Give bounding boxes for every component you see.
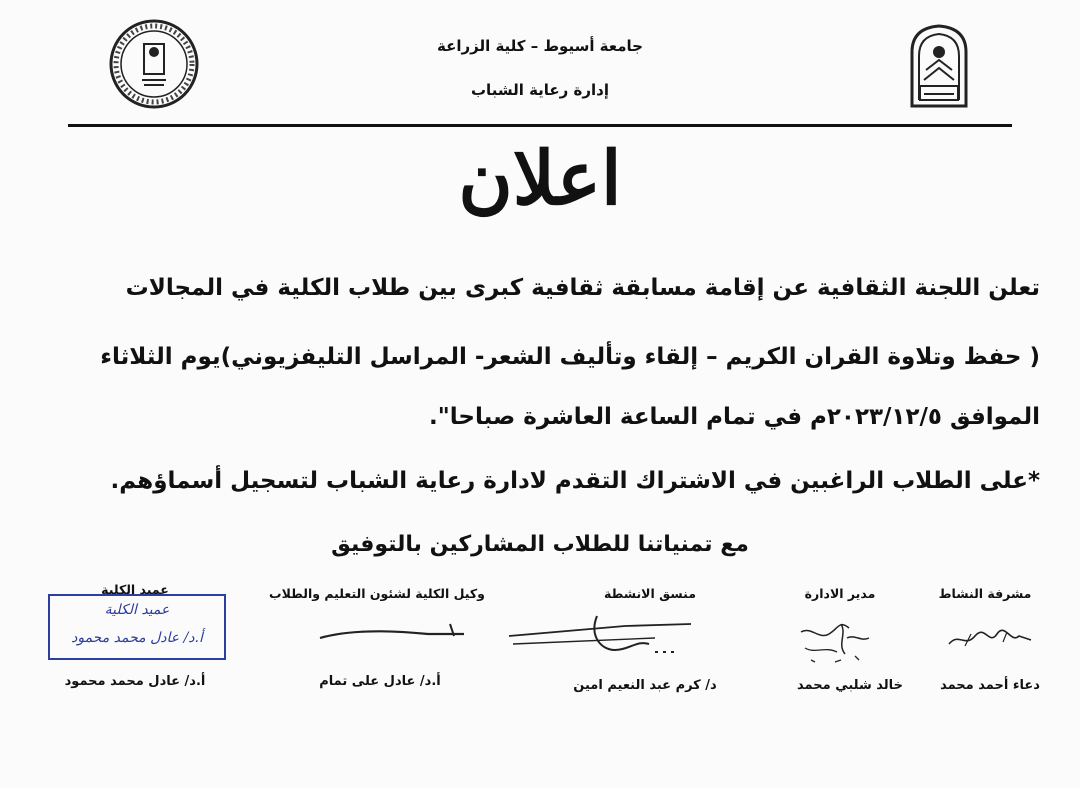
sig-name-admin-director: خالد شلبي محمد — [797, 678, 903, 693]
header-divider — [68, 124, 1012, 127]
sig-title-admin-director: مدير الادارة — [804, 586, 876, 601]
dean-stamp — [48, 594, 226, 660]
sig-title-dean: عميد الكلية — [101, 582, 169, 597]
sig-title-vice-dean: وكيل الكلية لشئون التعليم والطلاب — [269, 586, 485, 601]
signature-vice-dean — [318, 622, 468, 652]
body-line-3: الموافق ٢٠٢٣/١٢/٥م في تمام الساعة العاشرة صباحا". — [429, 404, 1040, 430]
sig-name-dean: أ.د/ عادل محمد محمود — [64, 674, 206, 689]
sig-title-activities-coordinator: منسق الانشطة — [604, 586, 696, 601]
closing-text: مع تمنياتنا للطلاب المشاركين بالتوفيق — [331, 532, 749, 557]
sig-name-activity-supervisor: دعاء أحمد محمد — [940, 678, 1040, 693]
sig-name-vice-dean: أ.د/ عادل على تمام — [319, 674, 441, 689]
sig-name-activities-coordinator: د/ كرم عبد النعيم امين — [573, 678, 717, 693]
signature-activity-supervisor — [945, 622, 1035, 656]
body-line-2: ( حفظ وتلاوة القران الكريم – إلقاء وتأليف الشعر- المراسل التليفزيوني)يوم الثلاثاء — [100, 344, 1040, 370]
emblem-icon — [906, 22, 972, 110]
sig-title-activity-supervisor: مشرفة النشاط — [938, 586, 1032, 601]
signature-activities-coordinator — [505, 612, 695, 664]
department-line: إدارة رعاية الشباب — [470, 81, 610, 99]
page-title: اعلان — [458, 136, 622, 222]
body-line-1: تعلن اللجنة الثقافية عن إقامة مسابقة ثقافية كبرى بين طلاب الكلية في المجالات — [125, 275, 1040, 301]
body-line-4: *على الطلاب الراغبين في الاشتراك التقدم لادارة رعاية الشباب لتسجيل أسماؤهم. — [110, 468, 1040, 494]
stamp-line-2: أ.د/ عادل محمد محمود — [71, 630, 203, 646]
university-line: جامعة أسيوط – كلية الزراعة — [437, 37, 643, 55]
signature-admin-director — [795, 612, 885, 672]
seal-icon — [108, 18, 200, 110]
stamp-line-1: عميد الكلية — [104, 602, 170, 618]
